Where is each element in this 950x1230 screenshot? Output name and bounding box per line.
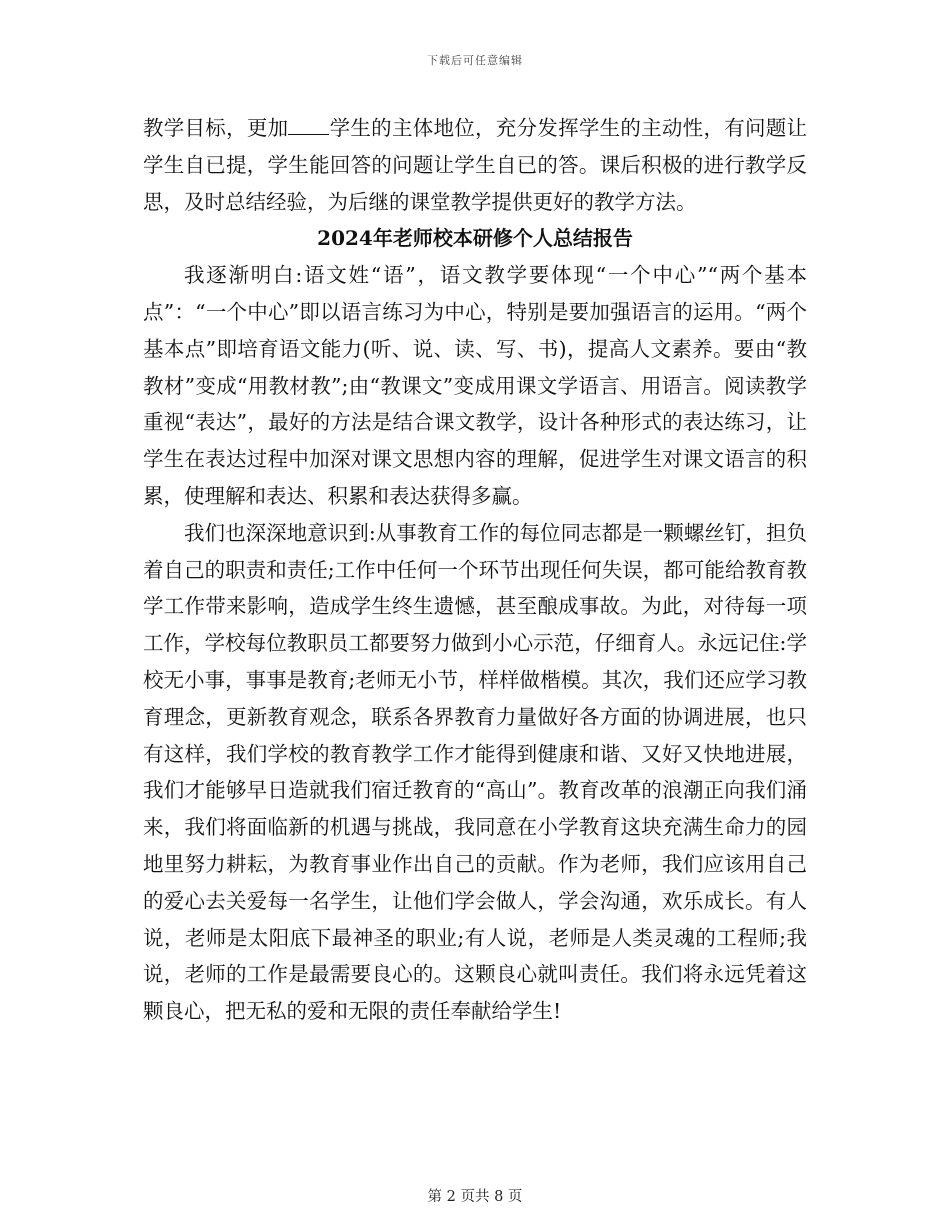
- page-number: 第 2 页共 8 页: [427, 1189, 523, 1205]
- intro-paragraph: [143, 110, 807, 220]
- body-paragraph-1: 我逐渐明白:语文姓“语”，语文教学要体现“一个中心”“两个基本点”：“一个中心”即以语言练习为中心，特别是要加强语言的运用。“两个基本点”即培育语文能力(听、说、读、写、书)，提高人文素养。要由“教教材”变成“用教材教”;由“教课文”变成用课文学语言、用语言。阅读教学重视“表达”，最好的方法是结合课文教学，设计各种形式的表达练习，让学生在表达过程中加深对课文思想内容的理解，促进学生对课文语言的积累，使理解和表达、积累和表达获得多赢。: [143, 263, 807, 508]
- page-header: 下载后可任意编辑: [427, 54, 523, 67]
- intro-text-before-blank: 教学目标，更加: [143, 116, 289, 140]
- body-paragraph-2: 我们也深深地意识到:从事教育工作的每位同志都是一颗螺丝钉，担负着自己的职责和责任;工作中任何一个环节出现任何失误，都可能给教育教学工作带来影响，造成学生终生遗憾，甚至酿成事故。为此，对待每一项工作，学校每位教职员工都要努力做到小心示范，仔细育人。永远记住:学校无小事，事事是教育;老师无小节，样样做楷模。其次，我们还应学习教育理念，更新教育观念，联系各界教育力量做好各方面的协调进展，也只有这样，我们学校的教育教学工作才能得到健康和谐、又好又快地进展，我们才能够早日造就我们宿迁教育的“高山”。教育改革的浪潮正向我们涌来，我们将面临新的机遇与挑战，我同意在小学教育这块充满生命力的园地里努力耕耘，为教育事业作出自己的贡献。作为老师，我们应该用自己的爱心去关爱每一名学生，让他们学会做人，学会沟通，欢乐成长。有人说，老师是太阳底下最神圣的职业;有人说，老师是人类灵魂的工程师;我说，老师的工作是最需要良心的。这颗良心就叫责任。我们将永远凭着这颗良心，把无私的爱和无限的责任奉献给学生!: [143, 520, 807, 1024]
- fill-in-blank: [288, 134, 329, 135]
- document-title: 2024年老师校本研修个人总结报告: [317, 226, 633, 251]
- intro-text-after-blank: 学生的主体地位，充分发挥学生的主动性，有问题让学生自已提，学生能回答的问题让学生自已的答。课后积极的进行教学反思，及时总结经验，为后继的课堂教学提供更好的教学方法。: [143, 116, 808, 214]
- document-body: [143, 110, 807, 1030]
